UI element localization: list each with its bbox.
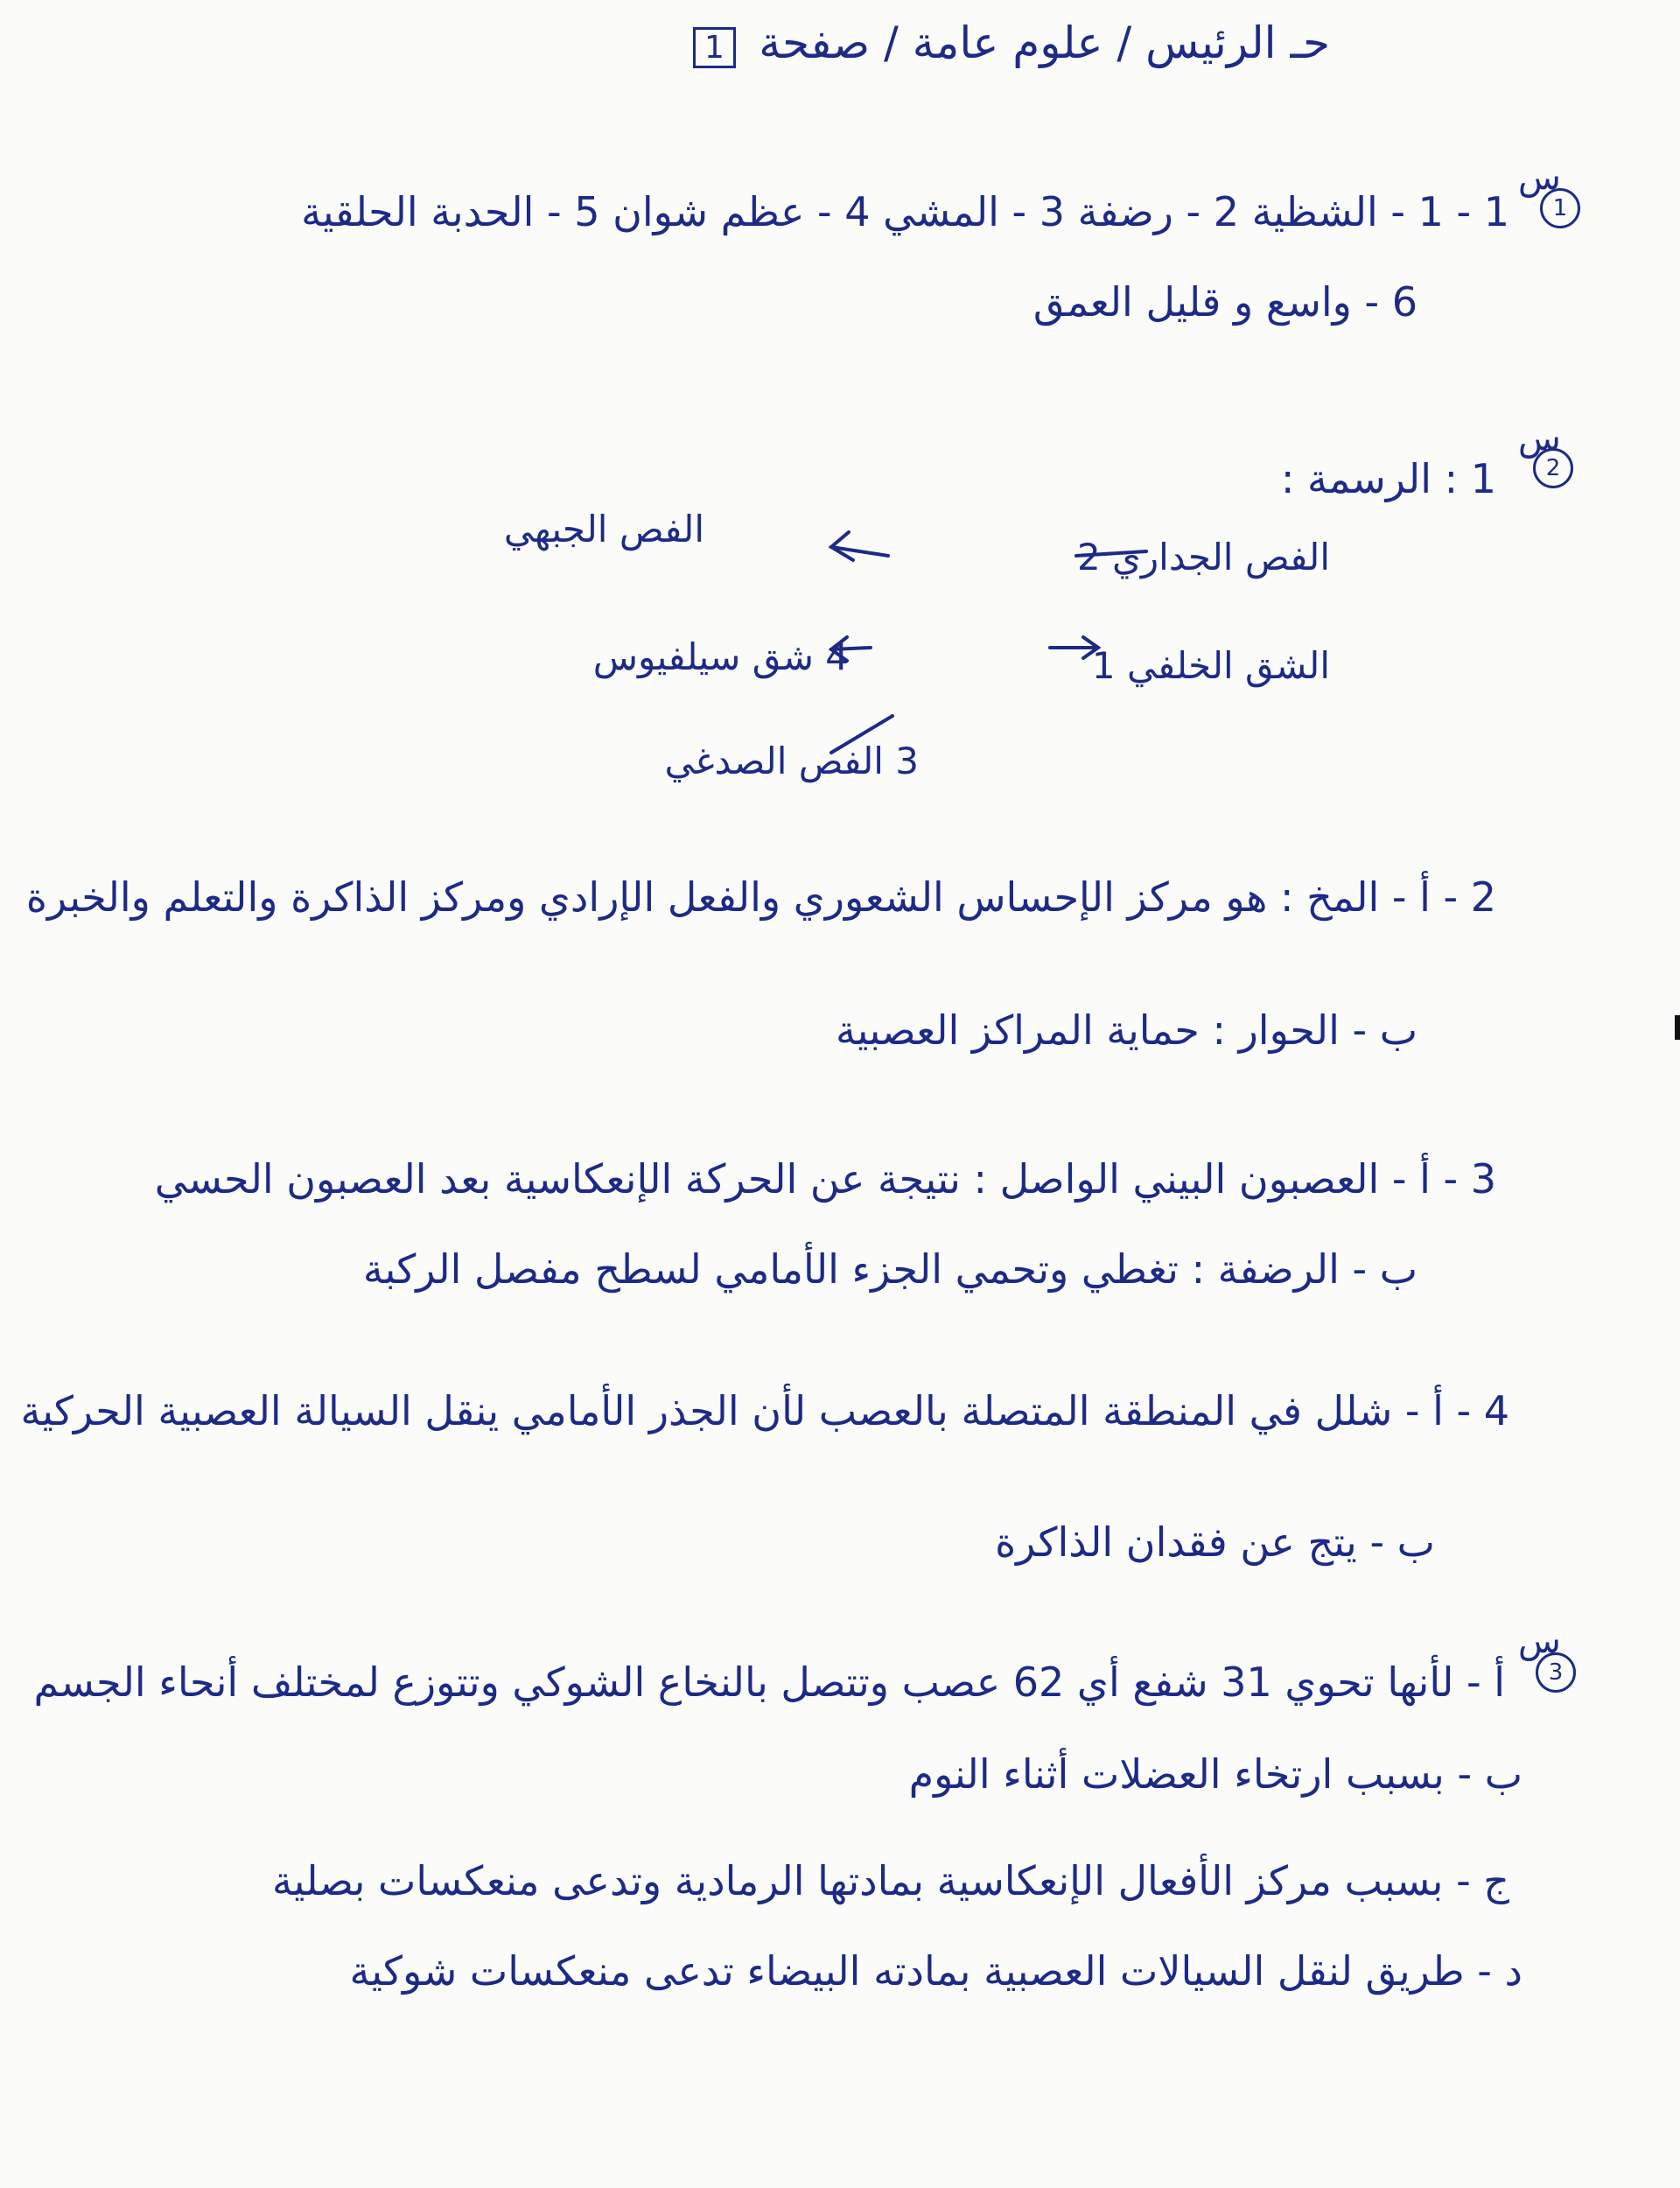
- q1-line-1: 1 - 1 - الشظية 2 - رضفة 3 - المشي 4 - عظم شوان 5 - الحدبة الحلقية: [301, 188, 1509, 235]
- q2-item-1: 1 : الرسمة :: [1280, 455, 1496, 502]
- diagram-label-temporal: 3 الفص الصدغي: [664, 740, 919, 782]
- diagram-label-sylvian-fissure: 4 شق سيلفيوس: [592, 635, 849, 678]
- question-3-number: 3: [1548, 1659, 1564, 1686]
- q3-d: د - طريق لنقل السيالات العصبية بمادته البيضاء تدعى منعكسات شوكية: [349, 1947, 1522, 1995]
- q3-b: ب - بسبب ارتخاء العضلات أثناء النوم: [908, 1750, 1522, 1798]
- q2-a4: 4 - أ - شلل في المنطقة المتصلة بالعصب لأن الجذر الأمامي ينقل السيالة العصبية الحركية: [20, 1387, 1509, 1434]
- diagram-label-frontal: الفص الجبهي: [503, 508, 704, 551]
- q2-a2: 2 - أ - المخ : هو مركز الإحساس الشعوري والفعل الإرادي ومركز الذاكرة والتعلم والخبرة: [25, 873, 1496, 921]
- arrow-parietal: [1076, 551, 1146, 556]
- q2-a3: 3 - أ - العصبون البيني الواصل : نتيجة عن الحركة الإنعكاسية بعد العصبون الحسي: [154, 1155, 1496, 1203]
- q2-b3: ب - الرضفة : تغطي وتحمي الجزء الأمامي لسطح مفصل الركبة: [362, 1245, 1418, 1293]
- q2-b2: ب - الحوار : حماية المراكز العصبية: [835, 1006, 1418, 1054]
- question-3-label: س: [1518, 1621, 1561, 1661]
- question-1-label: س: [1518, 158, 1561, 198]
- diagram-label-parietal: الفص الجداري 2: [1076, 536, 1330, 579]
- q3-c: ج - بسبب مركز الأفعال الإنعكاسية بمادتها الرمادية وتدعى منعكسات بصلية: [271, 1857, 1509, 1904]
- question-2-number: 2: [1545, 455, 1561, 481]
- question-1-number: 1: [1552, 195, 1568, 221]
- arrow-temporal: [831, 716, 892, 753]
- q3-a: أ - لأنها تحوي 31 شفع أي 62 عصب وتتصل بالنخاع الشوكي وتتوزع لمختلف أنحاء الجسم: [33, 1659, 1505, 1706]
- page-edge-mark: [1675, 1015, 1680, 1040]
- page-number: 1: [704, 30, 725, 66]
- q2-b4: ب - يتج عن فقدان الذاكرة: [995, 1518, 1435, 1566]
- diagram-label-posterior-fissure: الشق الخلفي 1: [1091, 644, 1330, 687]
- question-2-label: س: [1518, 418, 1561, 459]
- header-title: حـ الرئيس / علوم عامة / صفحة: [759, 18, 1330, 68]
- q1-line-2: 6 - واسع و قليل العمق: [1032, 278, 1418, 326]
- arrow-sylvian-fissure: [831, 648, 871, 649]
